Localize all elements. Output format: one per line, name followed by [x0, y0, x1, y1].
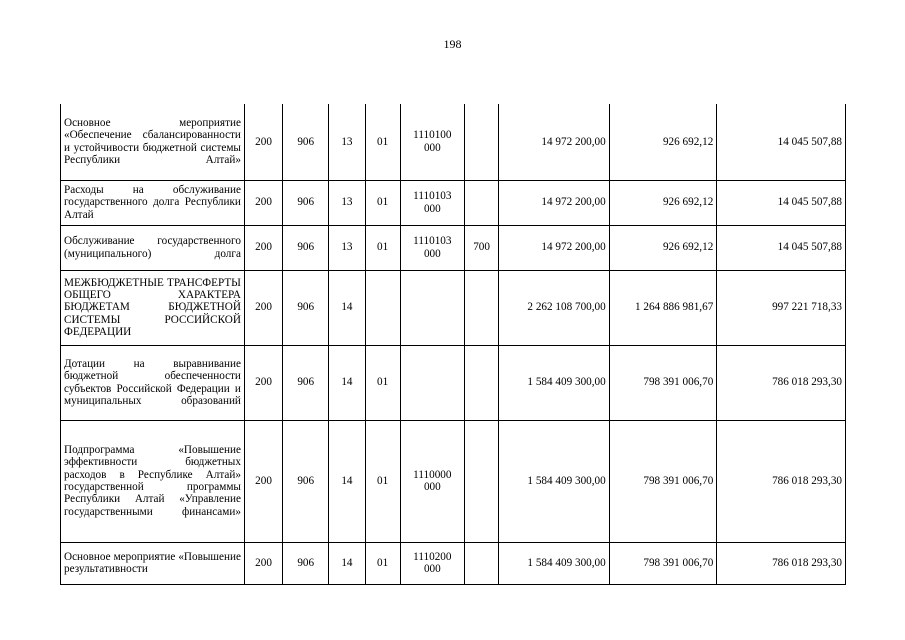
cell-value-3: 786 018 293,30 — [717, 345, 846, 420]
cell-value-3: 14 045 507,88 — [717, 225, 846, 270]
cell-value-1: 1 584 409 300,00 — [499, 345, 610, 420]
cell-value-3: 997 221 718,33 — [717, 270, 846, 345]
row-name: Подпрограмма «Повышение эффективности бюджетных расходов в Республике Алтай» государственной программы Республики Алтай «Управление государственными финансами» — [61, 420, 245, 542]
cell-value-2: 798 391 006,70 — [609, 420, 717, 542]
row-name: Дотации на выравнивание бюджетной обеспеченности субъектов Российской Федерации и муниципальных образований — [61, 345, 245, 420]
cell-col3: 13 — [329, 104, 365, 180]
cell-col1: 200 — [244, 542, 282, 584]
cell-code — [400, 270, 464, 345]
cell-value-1: 14 972 200,00 — [499, 180, 610, 225]
cell-col4: 01 — [365, 542, 400, 584]
cell-col2: 906 — [283, 270, 329, 345]
cell-col3: 14 — [329, 345, 365, 420]
cell-col2: 906 — [283, 345, 329, 420]
cell-col4: 01 — [365, 104, 400, 180]
row-name: Расходы на обслуживание государственного долга Республики Алтай — [61, 180, 245, 225]
cell-code: 1110100 000 — [400, 104, 464, 180]
cell-code: 1110000 000 — [400, 420, 464, 542]
table-row — [61, 542, 846, 584]
table-row — [61, 345, 846, 420]
cell-value-1: 14 972 200,00 — [499, 104, 610, 180]
cell-value-1: 2 262 108 700,00 — [499, 270, 610, 345]
cell-code: 1110200 000 — [400, 542, 464, 584]
cell-type — [465, 104, 499, 180]
cell-value-3: 786 018 293,30 — [717, 420, 846, 542]
cell-col1: 200 — [244, 345, 282, 420]
cell-col4: 01 — [365, 180, 400, 225]
table-row — [61, 270, 846, 345]
cell-value-1: 1 584 409 300,00 — [499, 542, 610, 584]
cell-col3: 14 — [329, 270, 365, 345]
cell-type: 700 — [465, 225, 499, 270]
cell-col2: 906 — [283, 225, 329, 270]
row-name: Обслуживание государственного (муниципального) долга — [61, 225, 245, 270]
budget-table — [60, 104, 846, 585]
table-row — [61, 420, 846, 542]
cell-col3: 13 — [329, 180, 365, 225]
cell-col2: 906 — [283, 420, 329, 542]
cell-code: 1110103 000 — [400, 225, 464, 270]
cell-col1: 200 — [244, 420, 282, 542]
cell-code — [400, 345, 464, 420]
cell-col2: 906 — [283, 180, 329, 225]
row-name: МЕЖБЮДЖЕТНЫЕ ТРАНСФЕРТЫ ОБЩЕГО ХАРАКТЕРА БЮДЖЕТАМ БЮДЖЕТНОЙ СИСТЕМЫ РОССИЙСКОЙ ФЕДЕРАЦИИ — [61, 270, 245, 345]
cell-value-1: 14 972 200,00 — [499, 225, 610, 270]
cell-col1: 200 — [244, 180, 282, 225]
cell-value-3: 14 045 507,88 — [717, 180, 846, 225]
cell-value-2: 798 391 006,70 — [609, 345, 717, 420]
cell-col3: 14 — [329, 542, 365, 584]
cell-col1: 200 — [244, 270, 282, 345]
cell-col1: 200 — [244, 225, 282, 270]
row-name: Основное мероприятие «Обеспечение сбалансированности и устойчивости бюджетной системы Республики Алтай» — [61, 104, 245, 180]
cell-value-2: 1 264 886 981,67 — [609, 270, 717, 345]
cell-value-3: 14 045 507,88 — [717, 104, 846, 180]
cell-col4: 01 — [365, 225, 400, 270]
cell-col4 — [365, 270, 400, 345]
cell-type — [465, 542, 499, 584]
table-row — [61, 180, 846, 225]
cell-value-2: 798 391 006,70 — [609, 542, 717, 584]
cell-type — [465, 345, 499, 420]
row-name: Основное мероприятие «Повышение результативности — [61, 542, 245, 584]
cell-code: 1110103 000 — [400, 180, 464, 225]
cell-value-3: 786 018 293,30 — [717, 542, 846, 584]
cell-col4: 01 — [365, 345, 400, 420]
cell-col1: 200 — [244, 104, 282, 180]
cell-col4: 01 — [365, 420, 400, 542]
cell-type — [465, 180, 499, 225]
page-number: 198 — [443, 37, 462, 51]
cell-type — [465, 270, 499, 345]
cell-value-1: 1 584 409 300,00 — [499, 420, 610, 542]
cell-col2: 906 — [283, 542, 329, 584]
cell-col2: 906 — [283, 104, 329, 180]
table-row — [61, 104, 846, 180]
cell-value-2: 926 692,12 — [609, 104, 717, 180]
cell-col3: 13 — [329, 225, 365, 270]
cell-type — [465, 420, 499, 542]
cell-col3: 14 — [329, 420, 365, 542]
cell-value-2: 926 692,12 — [609, 180, 717, 225]
cell-value-2: 926 692,12 — [609, 225, 717, 270]
table-row — [61, 225, 846, 270]
